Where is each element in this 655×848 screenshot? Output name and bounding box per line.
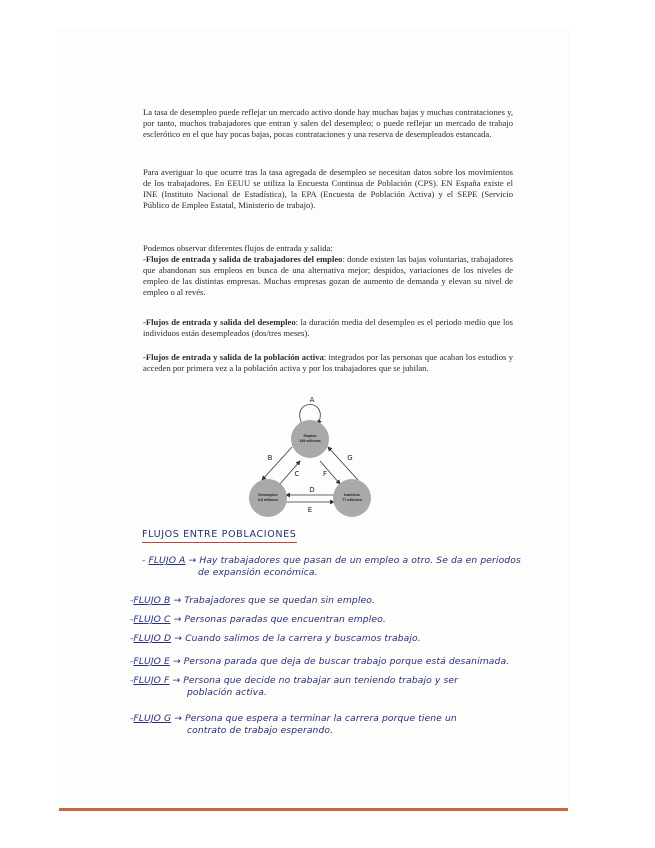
flow-d-code: FLUJO D — [133, 633, 172, 644]
handwritten-flow-f: -FLUJO F → Persona que decide no trabajar aun teniendo trabajo y ser población activa. — [130, 675, 458, 698]
flow-f-code: FLUJO F — [133, 675, 170, 686]
handwritten-flow-d: -FLUJO D → Cuando salimos de la carrera y buscamos trabajo. — [130, 633, 421, 644]
handwritten-flow-a: - FLUJO A → Hay trabajadores que pasan de un empleo a otro. Se da en periodos de expansión económica. — [142, 555, 521, 578]
paragraph-labor-force-flows: -Flujos de entrada y salida de la población activa: integrados por las personas que acaban los estudios y acceden por primera vez a la población activa y por los trabajadores que se jubilan. — [143, 352, 513, 373]
paragraph-unemployment-flows: -Flujos de entrada y salida del desempleo: la duración media del desempleo es el periodo medio que los individuos están desempleados (dos/tres meses). — [143, 317, 513, 338]
flow-label-e: E — [307, 506, 313, 514]
flow-label-g: G — [347, 454, 353, 462]
node-desempleo-name: Desempleo — [258, 493, 278, 497]
handwritten-flow-c: -FLUJO C → Personas paradas que encuentran empleo. — [130, 614, 386, 625]
node-inactivos-value: 77 millones — [342, 498, 362, 502]
node-inactivos-name: Inactivos — [344, 493, 360, 497]
flow-c-code: FLUJO C — [133, 614, 171, 625]
flow-label-a: A — [309, 396, 315, 404]
heading-employment-flows: -Flujos de entrada y salida de trabajadores del empleo — [143, 253, 343, 264]
heading-unemployment-flows: -Flujos de entrada y salida del desempleo — [143, 317, 296, 327]
flow-b-code: FLUJO B — [133, 595, 171, 606]
flow-label-d: D — [309, 486, 315, 494]
node-empleo-value: 139 millones — [299, 439, 321, 443]
flow-diagram — [240, 392, 380, 522]
node-empleo-name: Empleo — [303, 434, 317, 438]
paragraph-employment-flows: Podemos observar diferentes flujos de entrada y salida: -Flujos de entrada y salida de trabajadores del empleo: donde existen las bajas voluntarias, trabajadores que abandonan sus empleos en busca de una alternativa mejor; despidos, variaciones de los niveles de empleo de las distintas empresas. Muchas empresas gozan de aumento de demanda y elevan su nivel de empleo o al revés. — [143, 243, 513, 297]
paragraph-intro: La tasa de desempleo puede reflejar un mercado activo donde hay muchas bajas y muchas contrataciones y, por tanto, muchos trabajadores que entran y salen del desempleo; o puede reflejar un mercado de trabajo esclerótico en el que hay pocas bajas, pocas contrataciones y una reserva de desempleados estancada. — [143, 107, 513, 139]
flow-e-code: FLUJO E — [133, 656, 170, 667]
handwritten-title: FLUJOS ENTRE POBLACIONES — [142, 529, 297, 543]
flow-label-b: B — [267, 454, 273, 462]
flow-a-code: FLUJO A — [148, 555, 186, 566]
flow-label-f: F — [322, 470, 328, 478]
handwritten-flow-e: -FLUJO E → Persona parada que deja de buscar trabajo porque está desanimada. — [130, 656, 510, 667]
flow-g-code: FLUJO G — [133, 713, 172, 724]
node-desempleo-value: 8,8 millones — [257, 498, 279, 502]
flow-label-c: C — [294, 470, 300, 478]
paragraph-data-sources: Para averiguar lo que ocurre tras la tasa agregada de desempleo se necesitan datos sobre los movimientos de los trabajadores. En EEUU se utiliza la Encuesta Continua de Población (CPS). EN España existe el INE (Instituto Nacional de Estadística), la EPA (Encuesta de Población Activa) y el SEPE (Servicio Público de Empleo Estatal, Ministerio de trabajo). — [143, 167, 513, 210]
handwritten-flow-b: -FLUJO B → Trabajadores que se quedan sin empleo. — [130, 595, 375, 606]
heading-labor-force-flows: -Flujos de entrada y salida de la población activa — [143, 352, 324, 362]
handwritten-flow-g: -FLUJO G → Persona que espera a terminar la carrera porque tiene un contrato de trabajo esperando. — [130, 713, 457, 736]
